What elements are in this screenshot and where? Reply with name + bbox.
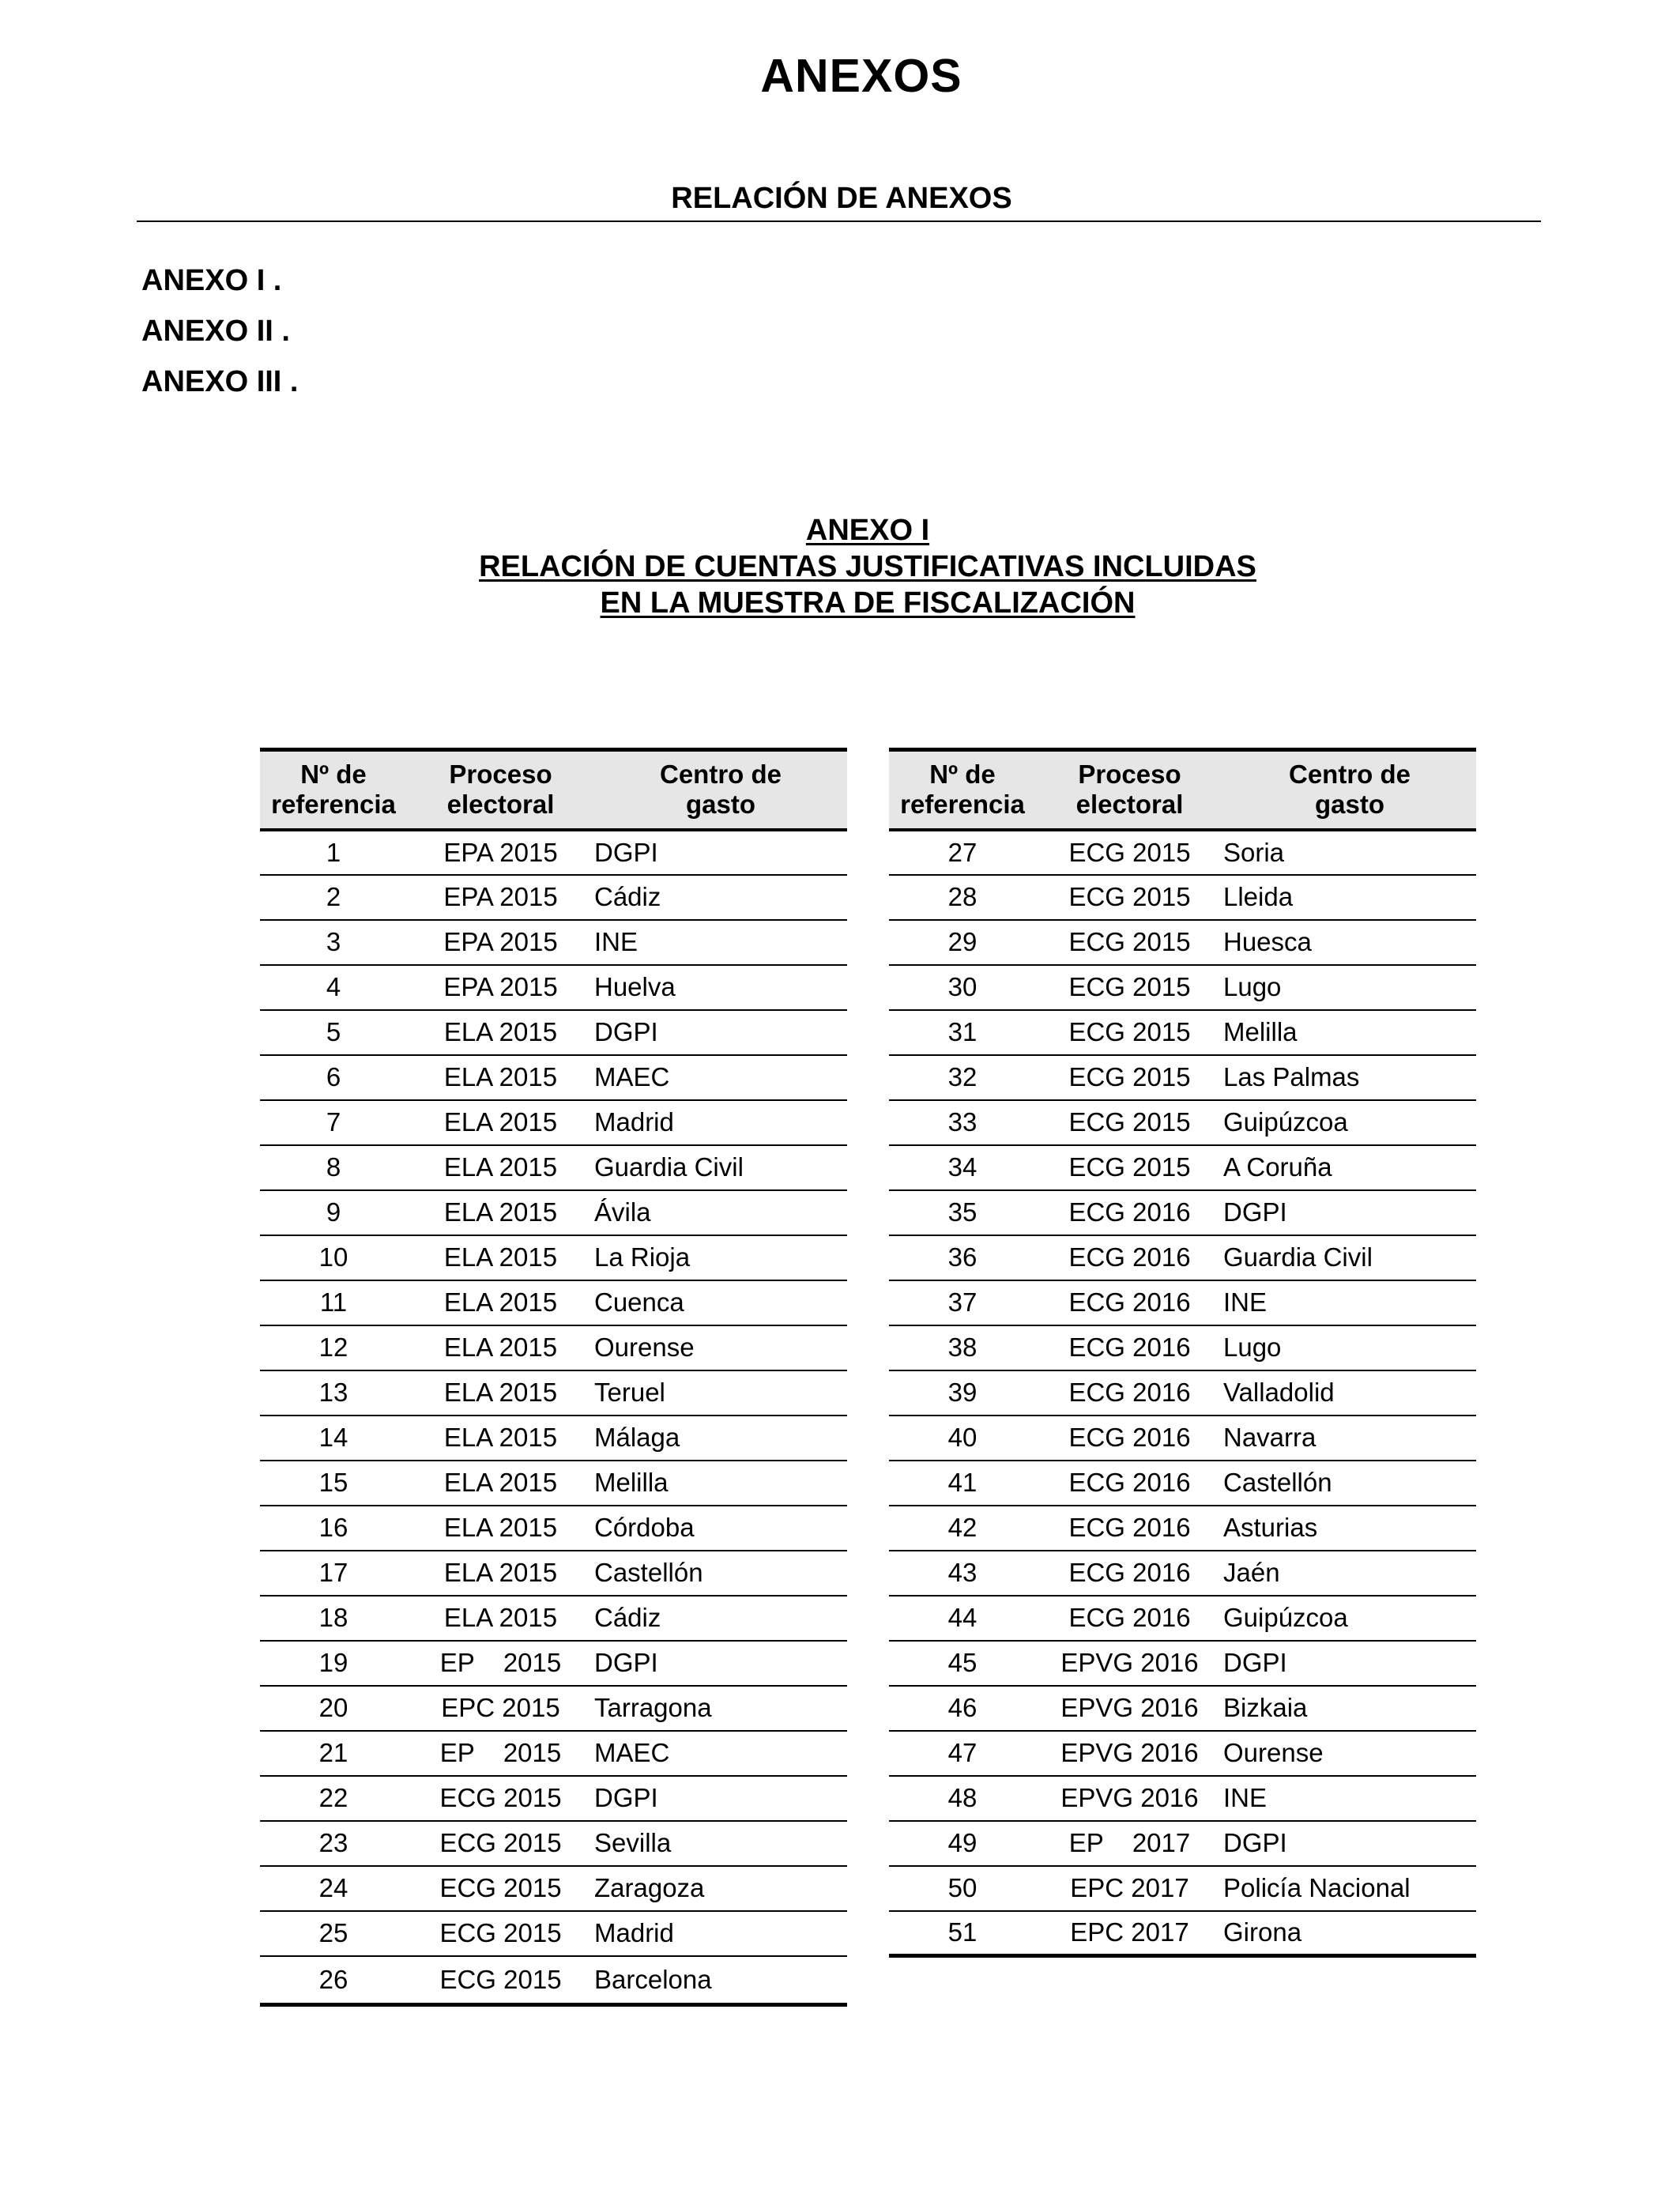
table-row <box>889 1190 1476 1235</box>
cell-expense-center: Ourense <box>1223 1731 1476 1776</box>
cell-process: ECG 2015 <box>1036 1055 1223 1100</box>
header-text: electoral <box>1075 790 1184 820</box>
cell-expense-center: Guipúzcoa <box>1223 1596 1476 1641</box>
cell-expense-center: Málaga <box>594 1416 847 1461</box>
table-row <box>889 1010 1476 1055</box>
cell-process: ECG 2015 <box>407 1776 594 1821</box>
cell-reference: 5 <box>260 1010 407 1055</box>
cell-reference: 2 <box>260 875 407 920</box>
table-row <box>260 1416 847 1461</box>
header-text: electoral <box>446 790 555 820</box>
cell-process: ECG 2016 <box>1036 1461 1223 1506</box>
cell-expense-center: INE <box>594 920 847 965</box>
table-row <box>260 1280 847 1325</box>
cell-process: ECG 2015 <box>1036 830 1223 875</box>
cell-expense-center: La Rioja <box>594 1235 847 1280</box>
table-row <box>260 1461 847 1506</box>
header-text: Centro de <box>659 760 782 790</box>
cell-expense-center: A Coruña <box>1223 1145 1476 1190</box>
cell-expense-center: Jaén <box>1223 1551 1476 1596</box>
annex-heading-line: RELACIÓN DE CUENTAS JUSTIFICATIVAS INCLUIDAS <box>479 550 1256 583</box>
annex-list-item: ANEXO II . <box>141 315 290 348</box>
cell-reference: 16 <box>260 1506 407 1551</box>
header-text: referencia <box>271 790 396 820</box>
table-row <box>889 1055 1476 1100</box>
annex-heading <box>0 512 1680 621</box>
accounts-table-right <box>889 748 1476 1958</box>
cell-reference: 48 <box>889 1776 1036 1821</box>
header-reference <box>260 750 407 830</box>
table-row <box>889 1416 1476 1461</box>
cell-reference: 50 <box>889 1866 1036 1911</box>
cell-reference: 24 <box>260 1866 407 1911</box>
table-row <box>260 1551 847 1596</box>
table-row <box>889 1235 1476 1280</box>
cell-reference: 35 <box>889 1190 1036 1235</box>
cell-expense-center: Guipúzcoa <box>1223 1100 1476 1145</box>
cell-reference: 27 <box>889 830 1036 875</box>
table-row <box>889 1776 1476 1821</box>
cell-reference: 6 <box>260 1055 407 1100</box>
table-row <box>889 1325 1476 1370</box>
cell-process: ECG 2016 <box>1036 1235 1223 1280</box>
divider <box>137 221 1541 222</box>
cell-process: ELA 2015 <box>407 1280 594 1325</box>
cell-process: ECG 2015 <box>407 1866 594 1911</box>
cell-process: ECG 2015 <box>1036 1145 1223 1190</box>
cell-expense-center: Guardia Civil <box>594 1145 847 1190</box>
table-row <box>260 1641 847 1686</box>
table-row <box>889 1641 1476 1686</box>
table-row <box>260 830 847 875</box>
cell-expense-center: DGPI <box>594 1776 847 1821</box>
header-reference <box>889 750 1036 830</box>
cell-reference: 12 <box>260 1325 407 1370</box>
cell-reference: 17 <box>260 1551 407 1596</box>
table-row <box>260 1956 847 2005</box>
cell-expense-center: Melilla <box>1223 1010 1476 1055</box>
cell-process: ELA 2015 <box>407 1055 594 1100</box>
table-row <box>889 1370 1476 1416</box>
cell-expense-center: Castellón <box>1223 1461 1476 1506</box>
cell-process: EPC 2017 <box>1036 1866 1223 1911</box>
cell-reference: 14 <box>260 1416 407 1461</box>
cell-process: ECG 2015 <box>407 1911 594 1956</box>
cell-process: ELA 2015 <box>407 1145 594 1190</box>
header-process <box>1036 750 1223 830</box>
cell-process: ECG 2016 <box>1036 1551 1223 1596</box>
cell-expense-center: Teruel <box>594 1370 847 1416</box>
cell-expense-center: Cádiz <box>594 1596 847 1641</box>
cell-process: ECG 2016 <box>1036 1416 1223 1461</box>
cell-expense-center: Policía Nacional <box>1223 1866 1476 1911</box>
cell-process: ECG 2016 <box>1036 1506 1223 1551</box>
cell-expense-center: Melilla <box>594 1461 847 1506</box>
cell-expense-center: DGPI <box>1223 1821 1476 1866</box>
cell-process: ECG 2015 <box>407 1956 594 2005</box>
cell-expense-center: Córdoba <box>594 1506 847 1551</box>
annex-list-item: ANEXO III . <box>141 365 299 398</box>
cell-process: ECG 2015 <box>1036 875 1223 920</box>
header-text: Nº de <box>929 760 996 790</box>
cell-reference: 1 <box>260 830 407 875</box>
header-text: Nº de <box>300 760 367 790</box>
cell-expense-center: Castellón <box>594 1551 847 1596</box>
table-row <box>260 1055 847 1100</box>
cell-process: EPA 2015 <box>407 830 594 875</box>
cell-process: EPC 2017 <box>1036 1911 1223 1956</box>
cell-process: ELA 2015 <box>407 1370 594 1416</box>
cell-reference: 34 <box>889 1145 1036 1190</box>
cell-process: ELA 2015 <box>407 1461 594 1506</box>
cell-process: ECG 2015 <box>1036 1100 1223 1145</box>
cell-process: EP 2015 <box>407 1641 594 1686</box>
table-row <box>260 965 847 1010</box>
cell-reference: 47 <box>889 1731 1036 1776</box>
table-row <box>260 1596 847 1641</box>
cell-expense-center: Ourense <box>594 1325 847 1370</box>
cell-expense-center: Soria <box>1223 830 1476 875</box>
cell-process: ELA 2015 <box>407 1551 594 1596</box>
cell-reference: 28 <box>889 875 1036 920</box>
cell-process: EPC 2015 <box>407 1686 594 1731</box>
cell-process: EPA 2015 <box>407 965 594 1010</box>
cell-expense-center: Madrid <box>594 1100 847 1145</box>
cell-process: ELA 2015 <box>407 1010 594 1055</box>
cell-reference: 4 <box>260 965 407 1010</box>
cell-reference: 19 <box>260 1641 407 1686</box>
cell-reference: 41 <box>889 1461 1036 1506</box>
cell-expense-center: Asturias <box>1223 1506 1476 1551</box>
cell-expense-center: Navarra <box>1223 1416 1476 1461</box>
table-row <box>889 875 1476 920</box>
cell-reference: 7 <box>260 1100 407 1145</box>
cell-expense-center: Bizkaia <box>1223 1686 1476 1731</box>
cell-reference: 36 <box>889 1235 1036 1280</box>
cell-expense-center: Cuenca <box>594 1280 847 1325</box>
cell-reference: 29 <box>889 920 1036 965</box>
cell-expense-center: MAEC <box>594 1055 847 1100</box>
cell-reference: 33 <box>889 1100 1036 1145</box>
cell-expense-center: DGPI <box>594 1641 847 1686</box>
cell-expense-center: Lleida <box>1223 875 1476 920</box>
table-row <box>889 1506 1476 1551</box>
cell-expense-center: DGPI <box>594 830 847 875</box>
annex-list-title: RELACIÓN DE ANEXOS <box>671 182 1012 215</box>
cell-process: ECG 2015 <box>407 1821 594 1866</box>
table-row <box>260 1010 847 1055</box>
cell-process: ECG 2015 <box>1036 965 1223 1010</box>
table-row <box>889 1596 1476 1641</box>
table-row <box>260 1866 847 1911</box>
table-row <box>889 1821 1476 1866</box>
table-row <box>260 1686 847 1731</box>
annex-heading-line: EN LA MUESTRA DE FISCALIZACIÓN <box>600 586 1136 620</box>
cell-expense-center: MAEC <box>594 1731 847 1776</box>
cell-process: ELA 2015 <box>407 1416 594 1461</box>
cell-process: ELA 2015 <box>407 1596 594 1641</box>
table-row <box>260 1911 847 1956</box>
table-row <box>260 920 847 965</box>
table-row <box>260 1731 847 1776</box>
header-text: gasto <box>685 790 755 820</box>
table-row <box>889 920 1476 965</box>
cell-reference: 25 <box>260 1911 407 1956</box>
cell-process: ECG 2016 <box>1036 1596 1223 1641</box>
cell-process: ECG 2015 <box>1036 1010 1223 1055</box>
cell-reference: 45 <box>889 1641 1036 1686</box>
table-row <box>889 1686 1476 1731</box>
cell-expense-center: Madrid <box>594 1911 847 1956</box>
cell-process: ELA 2015 <box>407 1190 594 1235</box>
table-row <box>260 1325 847 1370</box>
header-text: referencia <box>900 790 1025 820</box>
cell-reference: 20 <box>260 1686 407 1731</box>
cell-reference: 8 <box>260 1145 407 1190</box>
table-row <box>889 1731 1476 1776</box>
cell-process: ECG 2016 <box>1036 1370 1223 1416</box>
table-row <box>260 1370 847 1416</box>
cell-process: EPVG 2016 <box>1036 1731 1223 1776</box>
cell-reference: 22 <box>260 1776 407 1821</box>
page-title: ANEXOS <box>760 50 962 102</box>
cell-expense-center: Tarragona <box>594 1686 847 1731</box>
table-row <box>889 1145 1476 1190</box>
table-header-row <box>260 750 847 830</box>
cell-expense-center: Cádiz <box>594 875 847 920</box>
cell-expense-center: Barcelona <box>594 1956 847 2005</box>
cell-process: EPVG 2016 <box>1036 1686 1223 1731</box>
cell-process: ECG 2016 <box>1036 1325 1223 1370</box>
cell-reference: 39 <box>889 1370 1036 1416</box>
cell-reference: 30 <box>889 965 1036 1010</box>
table-body <box>260 830 847 2005</box>
cell-process: ELA 2015 <box>407 1325 594 1370</box>
cell-reference: 13 <box>260 1370 407 1416</box>
cell-reference: 44 <box>889 1596 1036 1641</box>
table-row <box>889 1551 1476 1596</box>
cell-reference: 3 <box>260 920 407 965</box>
annex-heading-line: ANEXO I <box>805 514 930 547</box>
annex-list-item: ANEXO I . <box>141 264 282 297</box>
cell-reference: 26 <box>260 1956 407 2005</box>
header-text: Centro de <box>1288 760 1411 790</box>
table-row <box>889 1100 1476 1145</box>
cell-expense-center: DGPI <box>1223 1641 1476 1686</box>
table-row <box>260 1190 847 1235</box>
cell-reference: 18 <box>260 1596 407 1641</box>
header-expense-center <box>1223 750 1476 830</box>
cell-expense-center: Zaragoza <box>594 1866 847 1911</box>
cell-expense-center: Girona <box>1223 1911 1476 1956</box>
cell-expense-center: Las Palmas <box>1223 1055 1476 1100</box>
cell-reference: 51 <box>889 1911 1036 1956</box>
accounts-table-left <box>260 748 847 2007</box>
cell-reference: 23 <box>260 1821 407 1866</box>
cell-expense-center: Sevilla <box>594 1821 847 1866</box>
cell-expense-center: INE <box>1223 1776 1476 1821</box>
table-body <box>889 830 1476 1956</box>
table-row <box>889 965 1476 1010</box>
cell-expense-center: Ávila <box>594 1190 847 1235</box>
cell-reference: 43 <box>889 1551 1036 1596</box>
annex-list <box>141 255 298 407</box>
cell-process: ELA 2015 <box>407 1506 594 1551</box>
cell-process: EP 2015 <box>407 1731 594 1776</box>
cell-expense-center: Huesca <box>1223 920 1476 965</box>
header-text: Proceso <box>449 760 552 790</box>
cell-expense-center: INE <box>1223 1280 1476 1325</box>
table-row <box>889 830 1476 875</box>
table-row <box>260 1100 847 1145</box>
cell-reference: 46 <box>889 1686 1036 1731</box>
header-text: Proceso <box>1078 760 1181 790</box>
cell-process: EPVG 2016 <box>1036 1641 1223 1686</box>
cell-process: EPA 2015 <box>407 920 594 965</box>
cell-reference: 49 <box>889 1821 1036 1866</box>
table-row <box>260 1235 847 1280</box>
cell-reference: 38 <box>889 1325 1036 1370</box>
cell-expense-center: Lugo <box>1223 965 1476 1010</box>
cell-process: ELA 2015 <box>407 1235 594 1280</box>
table-row <box>889 1280 1476 1325</box>
cell-process: ELA 2015 <box>407 1100 594 1145</box>
cell-reference: 10 <box>260 1235 407 1280</box>
cell-reference: 32 <box>889 1055 1036 1100</box>
cell-expense-center: Huelva <box>594 965 847 1010</box>
cell-expense-center: DGPI <box>594 1010 847 1055</box>
cell-process: EPVG 2016 <box>1036 1776 1223 1821</box>
table-row <box>260 1776 847 1821</box>
cell-reference: 37 <box>889 1280 1036 1325</box>
cell-reference: 40 <box>889 1416 1036 1461</box>
table-row <box>889 1911 1476 1956</box>
cell-process: ECG 2015 <box>1036 920 1223 965</box>
cell-expense-center: Valladolid <box>1223 1370 1476 1416</box>
cell-reference: 11 <box>260 1280 407 1325</box>
cell-process: ECG 2016 <box>1036 1280 1223 1325</box>
header-expense-center <box>594 750 847 830</box>
cell-expense-center: Guardia Civil <box>1223 1235 1476 1280</box>
cell-reference: 42 <box>889 1506 1036 1551</box>
cell-reference: 31 <box>889 1010 1036 1055</box>
cell-expense-center: Lugo <box>1223 1325 1476 1370</box>
cell-process: EPA 2015 <box>407 875 594 920</box>
header-text: gasto <box>1314 790 1384 820</box>
cell-process: EP 2017 <box>1036 1821 1223 1866</box>
cell-process: ECG 2016 <box>1036 1190 1223 1235</box>
table-header-row <box>889 750 1476 830</box>
table-row <box>889 1461 1476 1506</box>
table-row <box>889 1866 1476 1911</box>
table-row <box>260 1821 847 1866</box>
table-row <box>260 875 847 920</box>
table-row <box>260 1506 847 1551</box>
cell-reference: 9 <box>260 1190 407 1235</box>
table-row <box>260 1145 847 1190</box>
cell-reference: 21 <box>260 1731 407 1776</box>
header-process <box>407 750 594 830</box>
cell-reference: 15 <box>260 1461 407 1506</box>
cell-expense-center: DGPI <box>1223 1190 1476 1235</box>
